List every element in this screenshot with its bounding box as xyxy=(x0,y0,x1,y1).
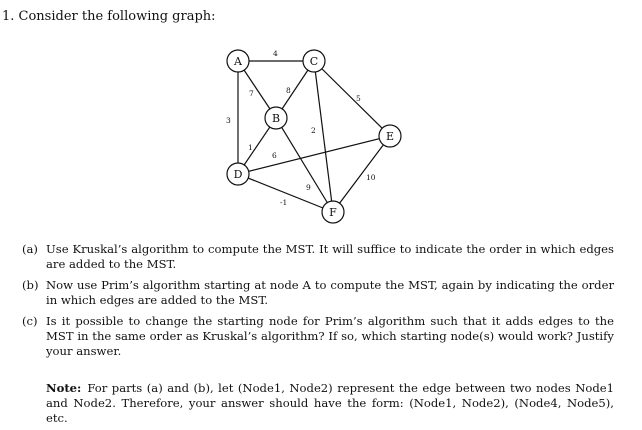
weight-c-e: 5 xyxy=(356,94,361,103)
question-c xyxy=(22,314,614,359)
question-a-text: Use Kruskal’s algorithm to compute the MST. It will suffice to indicate the order in which edges are added to the MST. xyxy=(46,242,614,271)
node-b xyxy=(265,107,287,129)
node-e xyxy=(379,125,401,147)
node-a xyxy=(227,50,249,72)
node-a-label: A xyxy=(234,55,242,68)
node-c-label: C xyxy=(309,55,319,68)
question-b-text: Now use Prim’s algorithm starting at node A to compute the MST, again by indicating the order in which edges are added to the MST. xyxy=(46,278,614,307)
node-f xyxy=(322,201,344,223)
weight-b-f: 9 xyxy=(306,183,311,192)
edge-d-e xyxy=(238,136,390,174)
node-d xyxy=(227,163,249,185)
note-paragraph xyxy=(46,381,614,426)
edge-c-e xyxy=(314,61,390,136)
question-c-letter: (c) xyxy=(22,314,38,328)
weight-e-f: 10 xyxy=(366,173,376,182)
node-d-label: D xyxy=(233,168,243,181)
question-a xyxy=(22,242,614,272)
question-list xyxy=(22,242,614,365)
question-b xyxy=(22,278,614,308)
edge-e-f xyxy=(333,136,390,212)
node-b-label: B xyxy=(271,112,281,125)
weight-a-b: 7 xyxy=(249,89,254,98)
node-c xyxy=(303,50,325,72)
weight-d-e: 6 xyxy=(272,151,277,160)
node-e-label: E xyxy=(385,130,395,143)
problem-heading: 1. Consider the following graph: xyxy=(2,9,216,24)
weight-a-c: 4 xyxy=(273,49,278,58)
weight-b-d: 1 xyxy=(248,143,253,152)
weight-c-f: 2 xyxy=(311,126,316,135)
question-c-text: Is it possible to change the starting node for Prim’s algorithm such that it adds edges to the MST in the same order as Kruskal’s algorithm? If so, which starting node(s) would work? Justify your answer. xyxy=(46,314,614,358)
weight-d-f: -1 xyxy=(280,198,288,207)
weight-c-b: 8 xyxy=(286,86,291,95)
question-b-letter: (b) xyxy=(22,278,39,292)
node-f-label: F xyxy=(329,206,337,219)
edge-c-f xyxy=(314,61,333,212)
note-label: Note: xyxy=(46,381,82,395)
weight-a-d: 3 xyxy=(226,116,231,125)
question-a-letter: (a) xyxy=(22,242,38,256)
note-text: For parts (a) and (b), let (Node1, Node2) represent the edge between two nodes Node1 and Node2. Therefore, your answer should have the form: (Node1, Node2), (Node4, Node5), etc. xyxy=(46,381,614,425)
